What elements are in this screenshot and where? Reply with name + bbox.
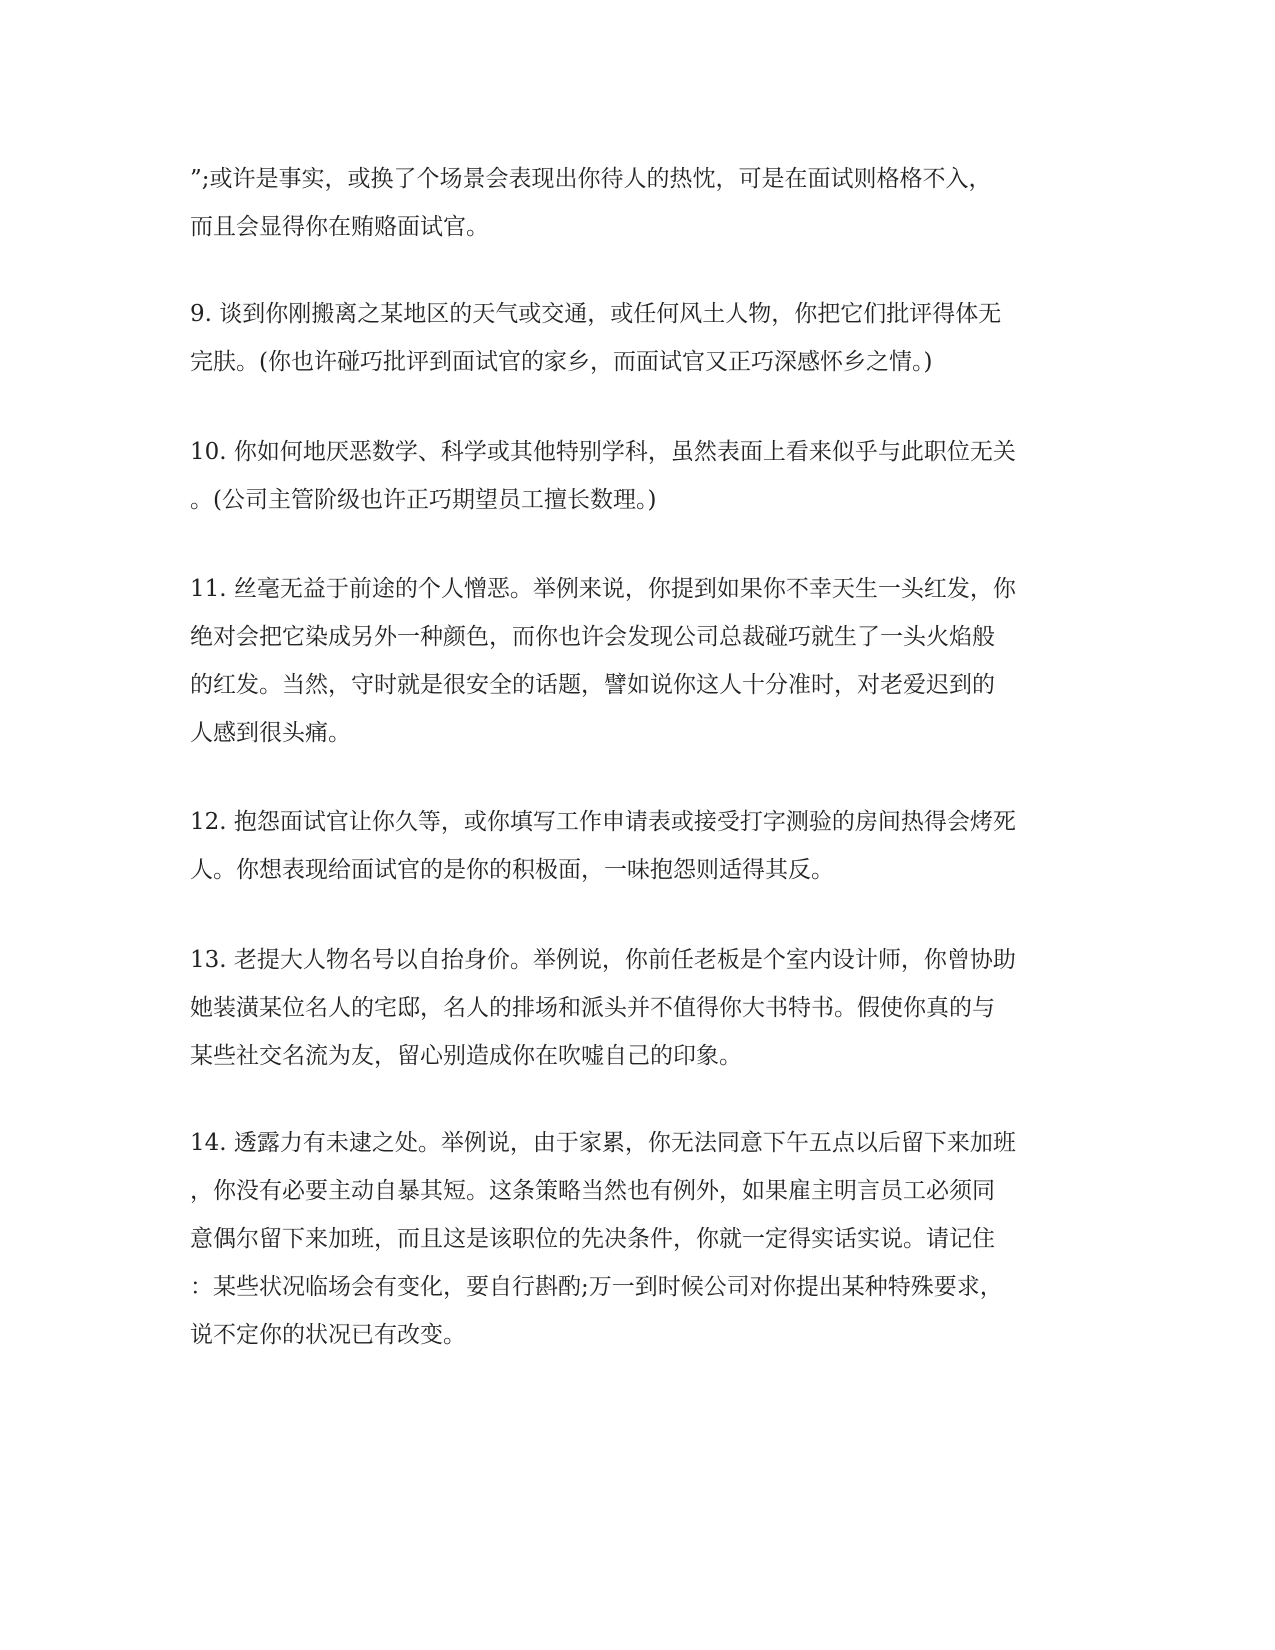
text-line: 她装潢某位名人的宅邸，名人的排场和派头并不值得你大书特书。假使你真的与 — [190, 995, 995, 1021]
paragraph-item-12 — [190, 798, 1090, 894]
text-line: 绝对会把它染成另外一种颜色，而你也许会发现公司总裁碰巧就生了一头火焰般 — [190, 624, 995, 650]
text-line: ，你没有必要主动自暴其短。这条策略当然也有例外，如果雇主明言员工必须同 — [190, 1178, 995, 1204]
text-line: 9. 谈到你刚搬离之某地区的天气或交通，或任何风土人物，你把它们批评得体无 — [190, 301, 1002, 327]
paragraph-item-13 — [190, 936, 1090, 1080]
paragraph-item-14 — [190, 1119, 1090, 1359]
text-line: 13. 老提大人物名号以自抬身价。举例说，你前任老板是个室内设计师，你曾协助 — [190, 947, 1016, 973]
text-line: 12. 抱怨面试官让你久等，或你填写工作申请表或接受打字测验的房间热得会烤死 — [190, 809, 1016, 835]
paragraph-item-9 — [190, 290, 1090, 386]
text-line: 某些社交名流为友，留心别造成你在吹嘘自己的印象。 — [190, 1043, 742, 1069]
text-line: 14. 透露力有未逮之处。举例说，由于家累，你无法同意下午五点以后留下来加班 — [190, 1130, 1016, 1156]
text-line: 11. 丝毫无益于前途的个人憎恶。举例来说，你提到如果你不幸天生一头红发，你 — [190, 576, 1016, 602]
text-line: 而且会显得你在贿赂面试官。 — [190, 214, 489, 240]
text-line: 意偶尔留下来加班，而且这是该职位的先决条件，你就一定得实话实说。请记住 — [190, 1226, 995, 1252]
text-line: 。(公司主管阶级也许正巧期望员工擅长数理。) — [190, 487, 657, 513]
paragraph-continuation — [190, 155, 1090, 251]
paragraph-item-10 — [190, 428, 1090, 524]
text-line: 10. 你如何地厌恶数学、科学或其他特别学科，虽然表面上看来似乎与此职位无关 — [190, 439, 1016, 465]
text-line: ”;或许是事实，或换了个场景会表现出你待人的热忱，可是在面试则格格不入， — [190, 166, 992, 192]
text-line: 说不定你的状况已有改变。 — [190, 1322, 466, 1348]
text-line: 人感到很头痛。 — [190, 720, 351, 746]
paragraph-item-11 — [190, 565, 1090, 757]
text-line: 人。你想表现给面试官的是你的积极面，一味抱怨则适得其反。 — [190, 857, 834, 883]
text-line: ：某些状况临场会有变化，要自行斟酌;万一到时候公司对你提出某种特殊要求， — [190, 1274, 1003, 1300]
text-line: 的红发。当然，守时就是很安全的话题，譬如说你这人十分准时，对老爱迟到的 — [190, 672, 995, 698]
text-line: 完肤。(你也许碰巧批评到面试官的家乡，而面试官又正巧深感怀乡之情。) — [190, 349, 933, 375]
